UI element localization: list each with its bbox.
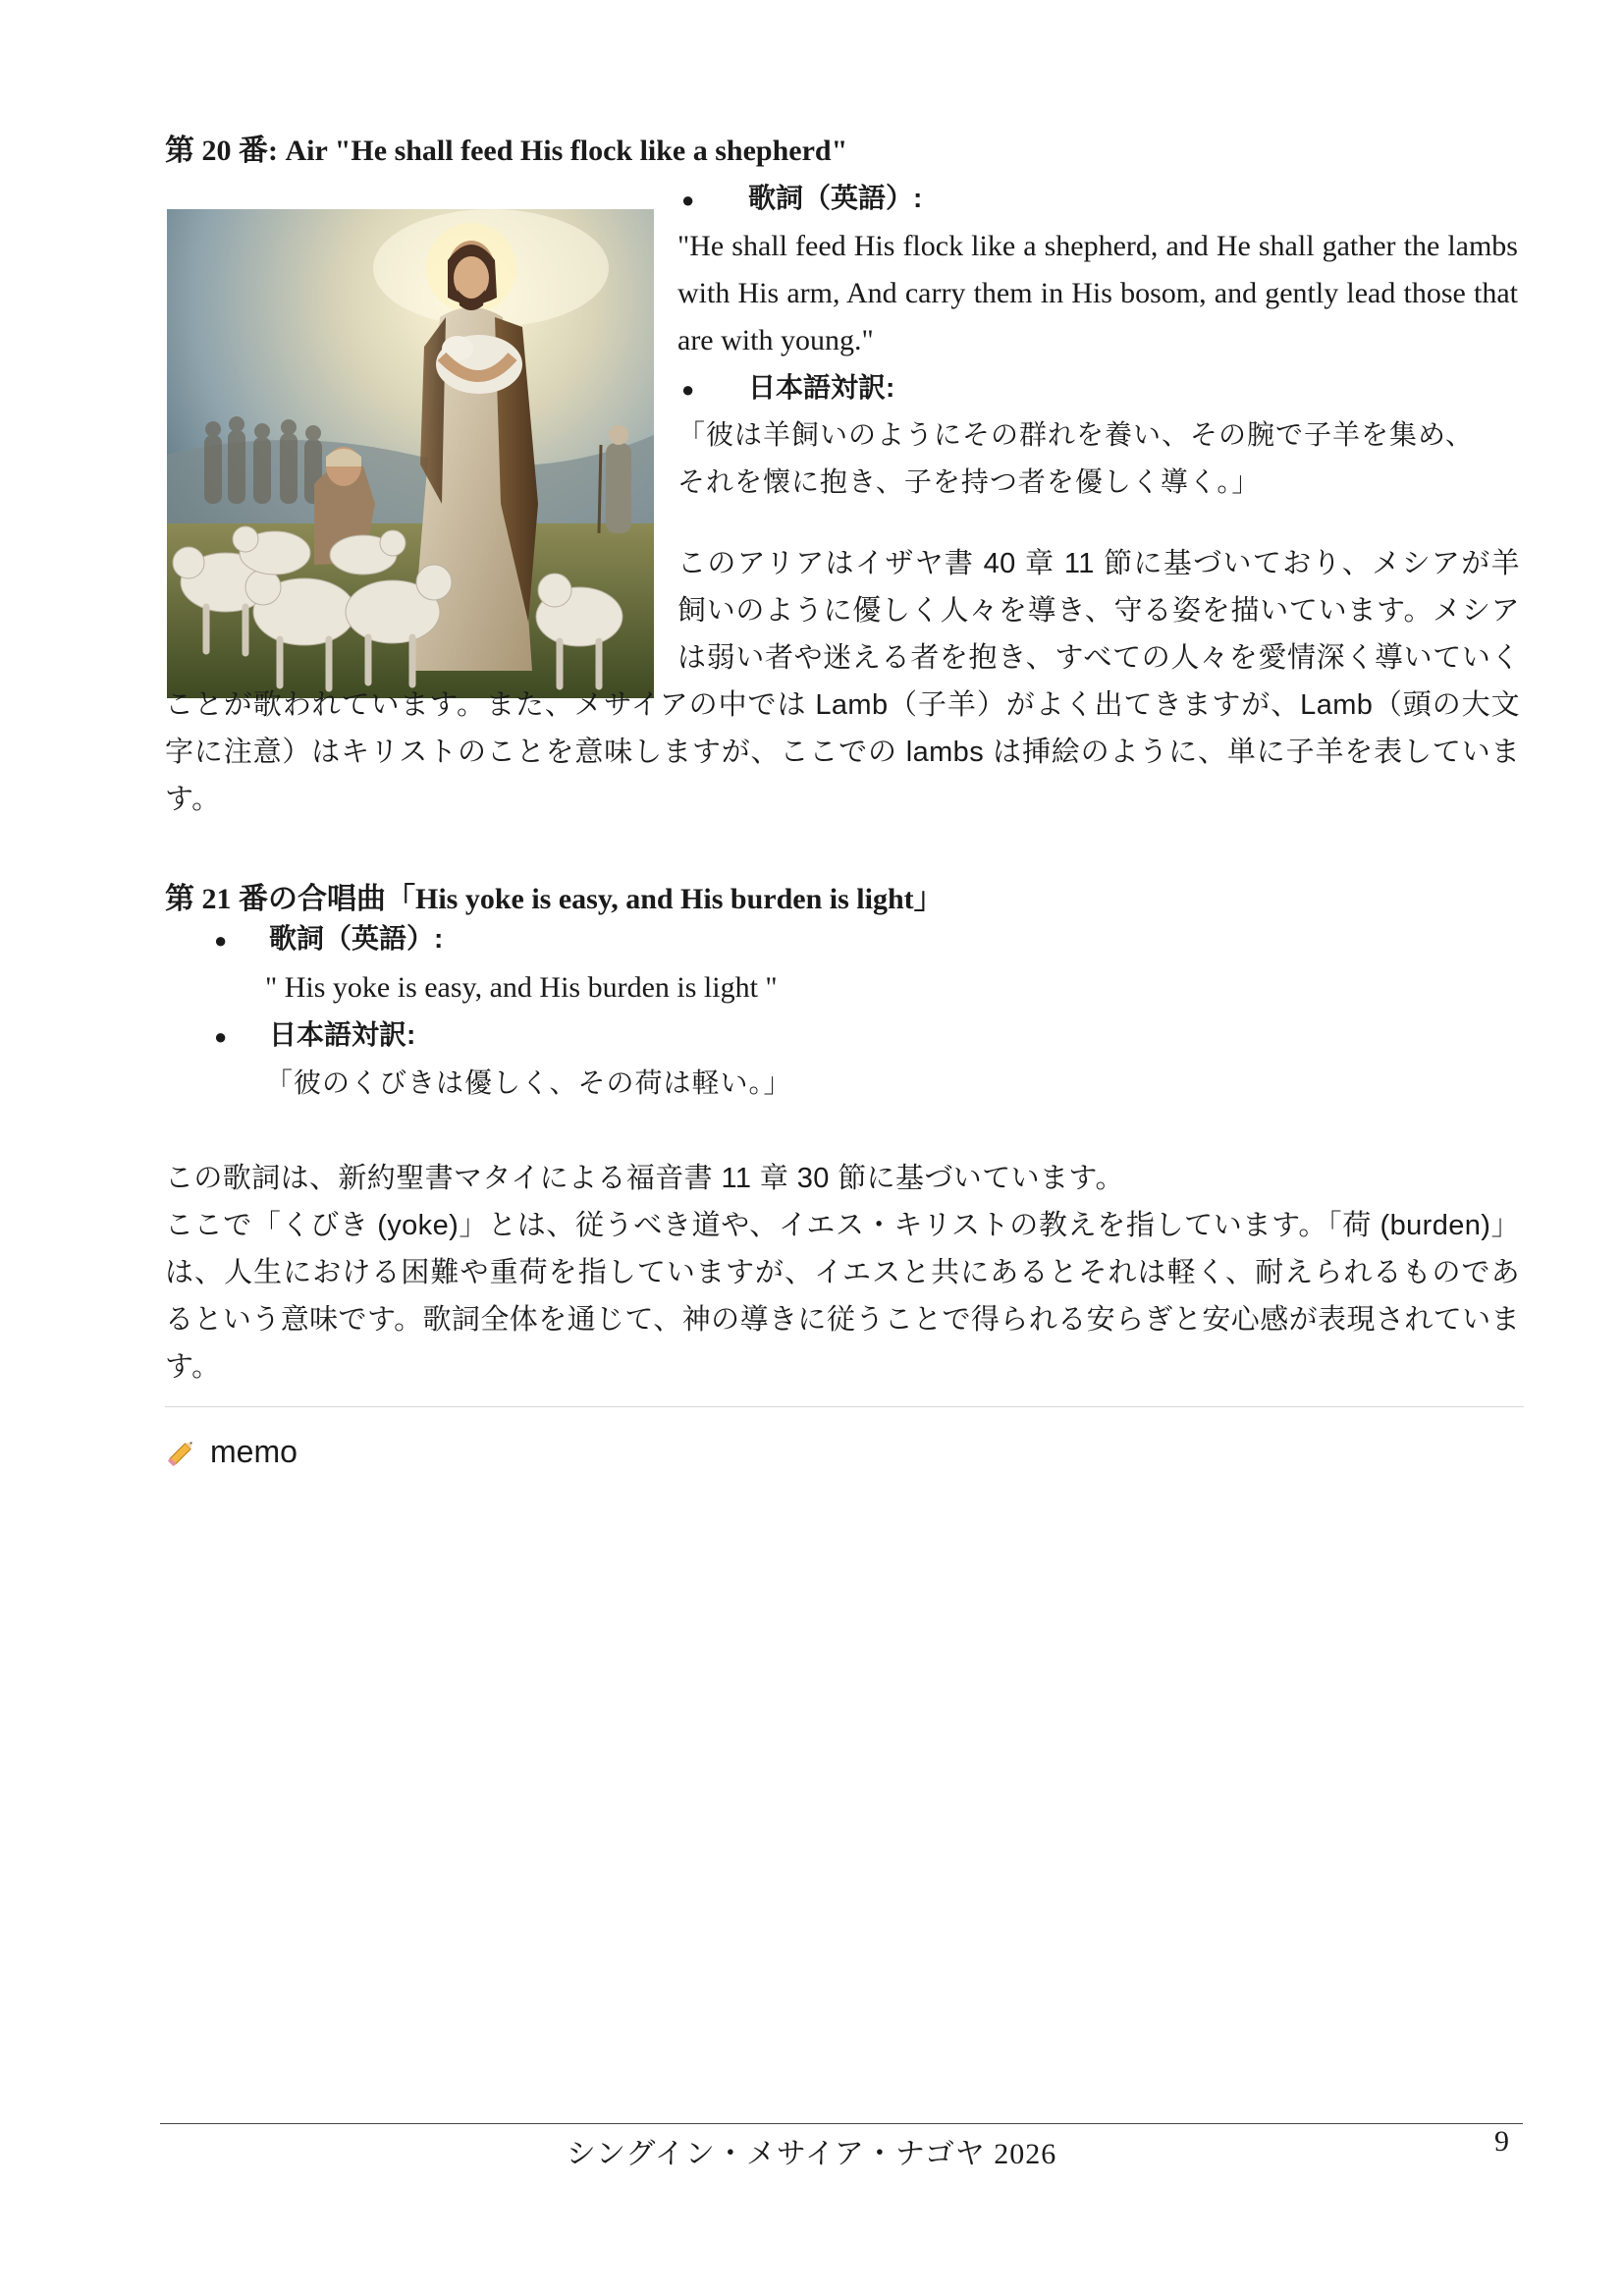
pencil-icon: [165, 1436, 198, 1469]
section-title-21: 第 21 番の合唱曲「His yoke is easy, and His burden is light」: [165, 883, 944, 915]
footer-divider: [160, 2123, 1523, 2124]
float-spacer: [165, 540, 677, 682]
lyrics-en-label: 歌詞（英語）:: [748, 183, 923, 213]
list-item: [210, 1011, 1487, 1061]
chorus-meaning-paragraph: ここで「くびき (yoke)」とは、従うべき道や、イエス・キリストの教えを指しています。「荷 (burden)」は、人生における困難や重荷を指していますが、イエスと共にあるとそれは軽く、耐えられるものであるという意味です。歌詞全体を通じて、神の導きに従うことで得られる安らぎと安心感が表現されています。: [165, 1210, 1520, 1383]
divider: [165, 1406, 1524, 1407]
list-item: [210, 915, 1487, 964]
chorus-lyrics-list: [210, 915, 1487, 1108]
lyrics-jp-line: それを懐に抱き、子を持つ者を優しく導く。」: [677, 467, 1261, 498]
memo-label: memo: [210, 1434, 298, 1469]
lyrics-jp-line: 「彼は羊飼いのようにその群れを養い、その腕で子羊を集め、: [677, 420, 1474, 451]
lyrics-en-text: "He shall feed His flock like a shepherd, and He shall gather the lambs with His arm, And carry them in His bosom, and gently lead those that are with young.": [677, 230, 1518, 356]
list-item: [677, 364, 1518, 412]
lyrics-en-text: " His yoke is easy, and His burden is light ": [265, 971, 778, 1004]
bullet-icon: ●: [681, 377, 695, 402]
aria-lyrics-block: [677, 175, 1518, 507]
footer-title: シングイン・メサイア・ナゴヤ 2026: [566, 2138, 1057, 2170]
aria-explanation-text: このアリアはイザヤ書 40 章 11 節に基づいており、メシアが羊飼いのように優しく人々を導き、守る姿を描いています。メシアは弱い者や迷える者を抱き、すべての人々を愛情深く導いていくことが歌われています。また、メサイアの中では Lamb（子羊）がよく出てきますが、Lamb（頭の大文字に注意）はキリストのことを意味しますが、ここでの lambs は挿絵のように、単に子羊を表しています。: [165, 548, 1520, 815]
chorus-source-paragraph: この歌詞は、新約聖書マタイによる福音書 11 章 30 節に基づいています。: [165, 1163, 1124, 1194]
lyrics-jp-label: 日本語対訳:: [269, 1019, 416, 1050]
lyrics-jp-label: 日本語対訳:: [748, 372, 895, 403]
lyrics-jp-text: [677, 412, 1518, 507]
section-title-20: 第 20 番: Air "He shall feed His flock like a shepherd": [165, 135, 848, 167]
list-item: [677, 175, 1518, 223]
bullet-icon: ●: [681, 188, 695, 212]
aria-explanation: [165, 540, 1520, 823]
bullet-icon: ●: [214, 1024, 228, 1049]
memo-heading: [165, 1434, 298, 1470]
lyrics-en-label: 歌詞（英語）:: [269, 923, 444, 954]
bullet-icon: ●: [214, 928, 228, 953]
lyrics-jp-text: 「彼のくびきは優しく、その荷は軽い。」: [265, 1068, 792, 1099]
page-number: 9: [1494, 2125, 1509, 2158]
